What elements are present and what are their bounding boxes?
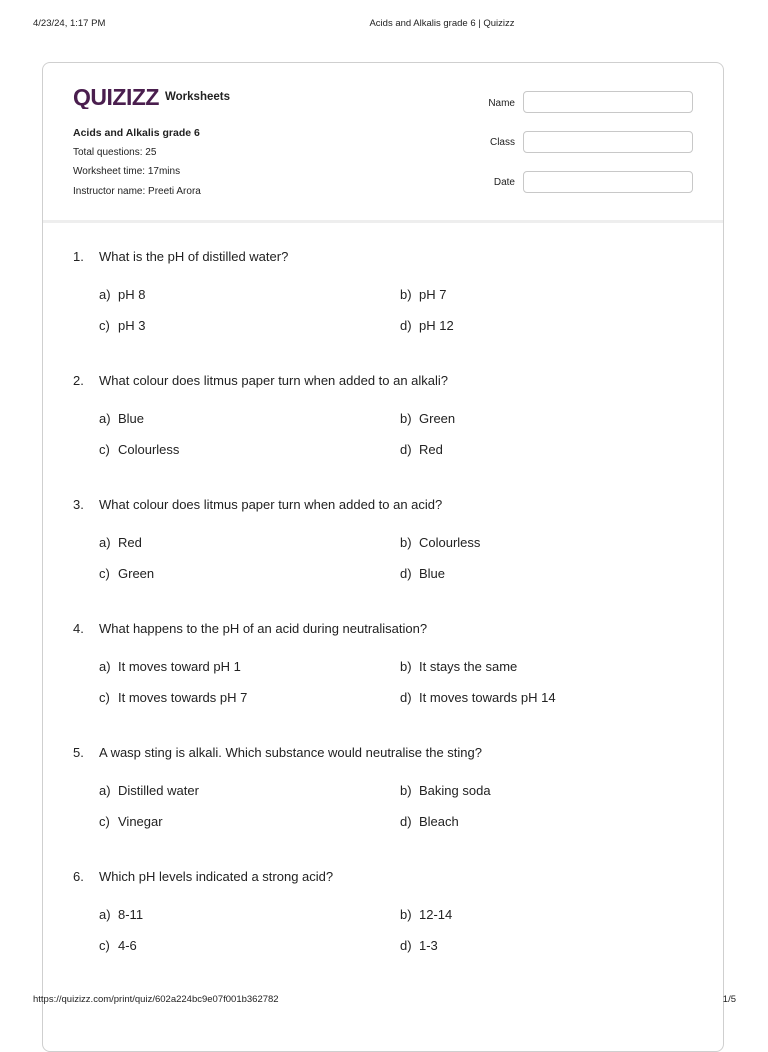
name-field[interactable]	[523, 91, 693, 113]
answer-option	[400, 659, 517, 674]
print-footer	[0, 994, 768, 1008]
page-number: 1/5	[722, 994, 736, 1005]
option-text: It moves towards pH 7	[118, 690, 248, 705]
option-text: It moves toward pH 1	[118, 659, 241, 674]
answer-option	[99, 535, 142, 550]
question-text: What happens to the pH of an acid during neutralisation?	[99, 621, 428, 636]
option-text: Green	[419, 411, 456, 426]
option-text: Vinegar	[118, 814, 163, 829]
option-text: It stays the same	[419, 659, 518, 674]
instructor-name: Instructor name: Preeti Arora	[73, 186, 201, 197]
option-letter: d)	[400, 690, 412, 705]
question	[73, 745, 713, 855]
question-number: 3.	[73, 497, 84, 512]
option-letter: a)	[99, 287, 111, 302]
answer-option	[99, 690, 247, 705]
print-url: https://quizizz.com/print/quiz/602a224bc9e07f001b362782	[33, 994, 279, 1005]
option-letter: b)	[400, 535, 412, 550]
quizizz-logo-icon	[73, 85, 159, 109]
option-letter: c)	[99, 814, 110, 829]
option-letter: a)	[99, 659, 111, 674]
option-letter: a)	[99, 907, 111, 922]
answer-option	[400, 535, 480, 550]
option-letter: a)	[99, 411, 111, 426]
question-text: Which pH levels indicated a strong acid?	[99, 869, 334, 884]
option-letter: c)	[99, 442, 110, 457]
option-letter: b)	[400, 659, 412, 674]
option-text: Red	[118, 535, 142, 550]
option-text: Bleach	[419, 814, 459, 829]
question	[73, 249, 713, 359]
print-date: 4/23/24, 1:17 PM	[33, 18, 106, 29]
option-text: Colourless	[419, 535, 481, 550]
answer-option	[400, 411, 455, 426]
answer-option	[99, 318, 145, 333]
print-title: Acids and Alkalis grade 6 | Quizizz	[369, 18, 515, 29]
option-text: pH 7	[419, 287, 447, 302]
option-text: Blue	[419, 566, 446, 581]
date-label: Date	[493, 177, 515, 188]
answer-option	[99, 566, 154, 581]
option-text: 12-14	[419, 907, 453, 922]
answer-option	[400, 938, 438, 953]
question	[73, 869, 713, 979]
answer-option	[400, 566, 445, 581]
answer-option	[400, 690, 556, 705]
option-letter: c)	[99, 690, 110, 705]
option-letter: b)	[400, 907, 412, 922]
option-text: Red	[419, 442, 443, 457]
answer-option	[400, 814, 459, 829]
answer-option	[99, 411, 144, 426]
option-text: pH 3	[118, 318, 146, 333]
answer-option	[400, 318, 454, 333]
option-letter: c)	[99, 566, 110, 581]
option-letter: c)	[99, 318, 110, 333]
question-number: 4.	[73, 621, 84, 636]
answer-option	[400, 442, 443, 457]
worksheets-tag: Worksheets	[165, 91, 230, 103]
option-text: Green	[118, 566, 155, 581]
total-questions: Total questions: 25	[73, 147, 157, 158]
option-text: Colourless	[118, 442, 180, 457]
question	[73, 621, 713, 731]
question	[73, 373, 713, 483]
svg-text:QUIZIZZ: QUIZIZZ	[73, 85, 159, 109]
worksheet-title: Acids and Alkalis grade 6	[73, 127, 200, 139]
question	[73, 497, 713, 607]
question-number: 6.	[73, 869, 84, 884]
worksheet-time: Worksheet time: 17mins	[73, 166, 181, 177]
answer-option	[99, 907, 143, 922]
option-letter: d)	[400, 814, 412, 829]
worksheet-header	[43, 63, 723, 223]
option-letter: a)	[99, 783, 111, 798]
question-number: 2.	[73, 373, 84, 388]
question-number: 1.	[73, 249, 84, 264]
option-letter: c)	[99, 938, 110, 953]
answer-option	[99, 938, 137, 953]
option-text: 4-6	[118, 938, 137, 953]
print-header	[0, 18, 768, 32]
answer-option	[99, 659, 241, 674]
question-text: What is the pH of distilled water?	[99, 249, 289, 264]
answer-option	[99, 814, 163, 829]
class-field[interactable]	[523, 131, 693, 153]
question-text: What colour does litmus paper turn when added to an acid?	[99, 497, 443, 512]
option-text: Baking soda	[419, 783, 491, 798]
option-letter: d)	[400, 442, 412, 457]
option-text: Distilled water	[118, 783, 199, 798]
question-number: 5.	[73, 745, 84, 760]
answer-option	[99, 442, 179, 457]
option-letter: b)	[400, 411, 412, 426]
option-letter: a)	[99, 535, 111, 550]
answer-option	[99, 287, 145, 302]
date-field[interactable]	[523, 171, 693, 193]
answer-option	[400, 287, 446, 302]
option-letter: b)	[400, 287, 412, 302]
option-text: Blue	[118, 411, 145, 426]
option-text: pH 8	[118, 287, 146, 302]
option-text: 8-11	[118, 907, 144, 922]
answer-option	[400, 783, 491, 798]
option-letter: b)	[400, 783, 412, 798]
answer-option	[99, 783, 199, 798]
option-letter: d)	[400, 318, 412, 333]
question-text: What colour does litmus paper turn when added to an alkali?	[99, 373, 449, 388]
worksheet-card	[42, 62, 724, 1052]
option-text: 1-3	[419, 938, 438, 953]
option-text: It moves towards pH 14	[419, 690, 556, 705]
class-label: Class	[489, 137, 515, 148]
quizizz-logo	[73, 83, 230, 111]
answer-option	[400, 907, 452, 922]
name-label: Name	[488, 98, 515, 109]
question-text: A wasp sting is alkali. Which substance would neutralise the sting?	[99, 745, 482, 760]
option-letter: d)	[400, 566, 412, 581]
option-text: pH 12	[419, 318, 454, 333]
option-letter: d)	[400, 938, 412, 953]
